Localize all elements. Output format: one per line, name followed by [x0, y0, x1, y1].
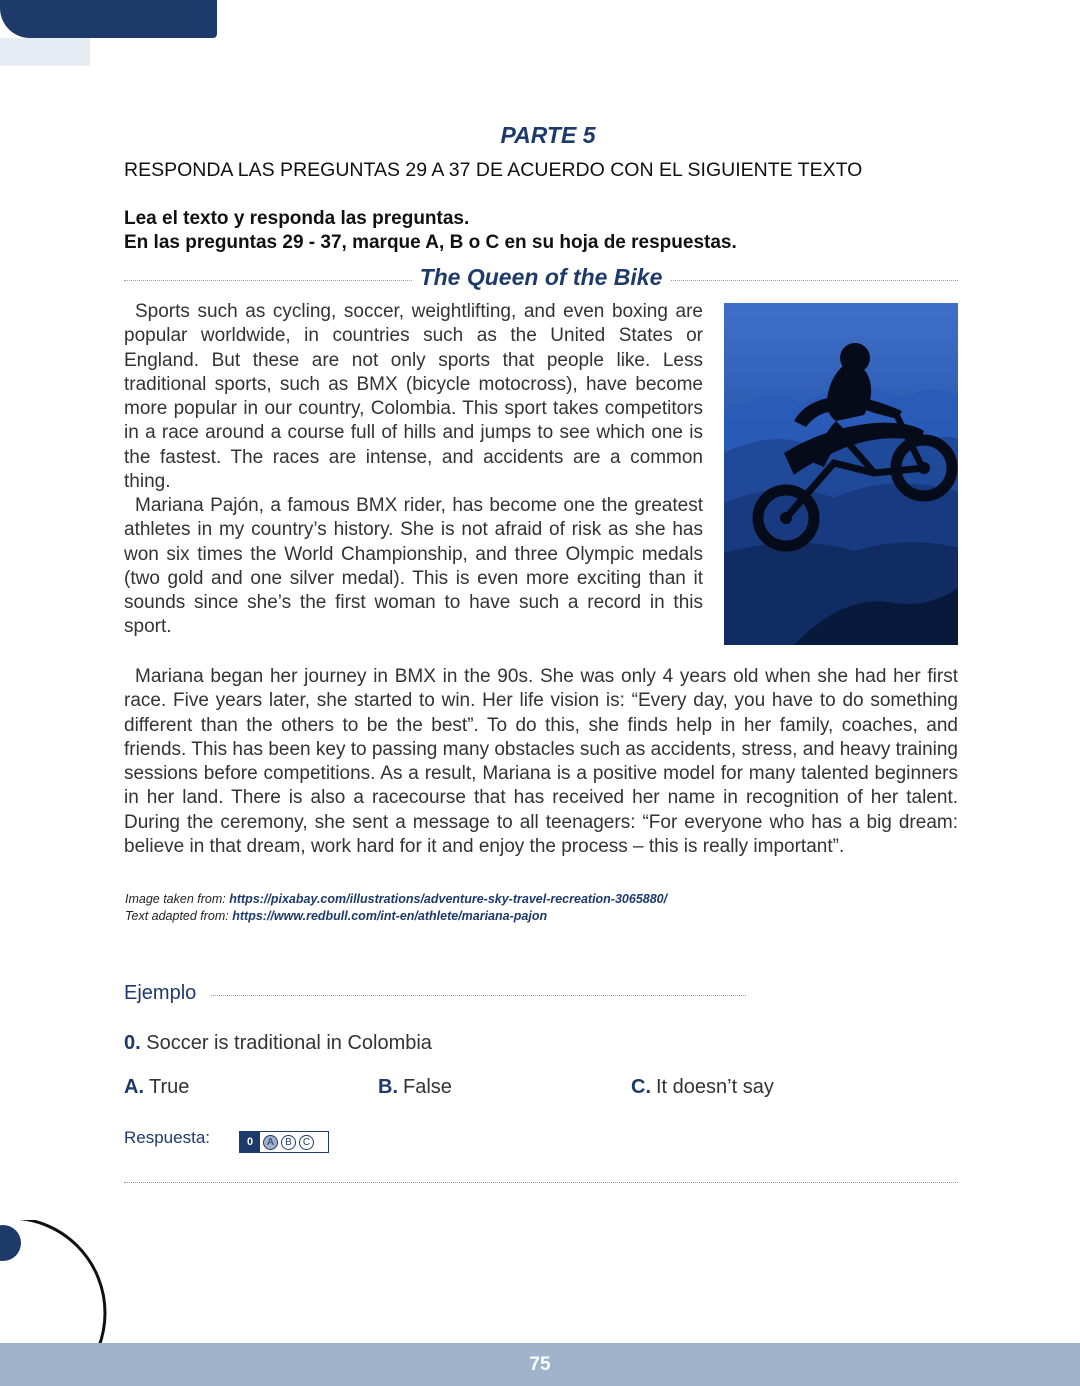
example-divider [211, 995, 746, 996]
lead-line-2: En las preguntas 29 - 37, marque A, B o C en su hoja de respuestas. [124, 232, 737, 253]
bottom-divider [124, 1182, 958, 1183]
image-credit-url[interactable]: https://pixabay.com/illustrations/adventure-sky-travel-recreation-3065880/ [229, 892, 668, 906]
option-a-text: True [149, 1076, 190, 1098]
answer-bubble-a: A [263, 1135, 278, 1150]
lead-line-1: Lea el texto y responda las preguntas. [124, 208, 470, 229]
image-credit-label: Image taken from: [125, 892, 230, 906]
story-paragraph-2: Mariana Pajón, a famous BMX rider, has become one the greatest athletes in my country’s history. She is not afraid of risk as she has won six times the World Championship, and three Olympic medals (two gold and one silver medal). This is even more exciting than it sounds since she’s the first woman to have such a record in this sport. [124, 495, 703, 638]
corner-tab-shadow [0, 38, 90, 66]
answer-label: Respuesta: [124, 1128, 210, 1147]
motocross-rider-photo [724, 303, 958, 645]
corner-tab-decoration [0, 0, 217, 38]
answer-sheet [239, 1131, 329, 1153]
option-a [124, 1076, 189, 1099]
option-b [378, 1076, 452, 1099]
option-c-text: It doesn’t say [656, 1076, 774, 1098]
story-title-row [124, 264, 958, 294]
text-credit [125, 909, 547, 923]
story-paragraph-1: Sports such as cycling, soccer, weightlifting, and even boxing are popular worldwide, in countries such as the United States or England. But these are not only sports that people like. Less traditional sports, such as BMX (bicycle motocross), have become more popular in our country, Colombia. This sport takes competitors in a race around a course full of hills and jumps to see which one is the fastest. The races are intense, and accidents are a common thing. [124, 301, 703, 493]
question-text: Soccer is traditional in Colombia [146, 1032, 432, 1054]
text-credit-label: Text adapted from: [125, 909, 233, 923]
section-instruction: RESPONDA LAS PREGUNTAS 29 A 37 DE ACUERDO CON EL SIGUIENTE TEXTO [124, 159, 863, 181]
option-c-letter: C. [631, 1076, 651, 1098]
example-question [124, 1032, 432, 1055]
story-title-wrap [124, 264, 958, 291]
page-number: 75 [529, 1354, 551, 1375]
option-a-letter: A. [124, 1076, 144, 1098]
image-credit [125, 892, 667, 906]
part-title: PARTE 5 [500, 122, 596, 148]
story-paragraph-3: Mariana began her journey in BMX in the 90s. She was only 4 years old when she had her first race. Five years later, she started to win. Her life vision is: “Every day, you have to do something different than the others to be the best”. To do this, she finds help in her family, coaches, and friends. This has been key to passing many obstacles such as accidents, stress, and heavy training sessions before competitions. As a result, Mariana is a positive model for many talented beginners in her land. There is also a racecourse that has received her name in recognition of her talent. During the ceremony, she sent a message to all teenagers: “For everyone who has a big dream: believe in that dream, work hard for it and enjoy the process – this is really important”. [124, 666, 958, 858]
text-credit-url[interactable]: https://www.redbull.com/int-en/athlete/mariana-pajon [232, 909, 548, 923]
answer-bubble-b: B [281, 1135, 296, 1150]
example-heading: Ejemplo [124, 982, 197, 1004]
option-b-text: False [403, 1076, 452, 1098]
question-number: 0. [124, 1032, 141, 1054]
option-c [631, 1076, 774, 1099]
option-b-letter: B. [378, 1076, 398, 1098]
story-title: The Queen of the Bike [412, 264, 671, 290]
answer-bubble-c: C [299, 1135, 314, 1150]
answer-sheet-number: 0 [240, 1132, 260, 1152]
